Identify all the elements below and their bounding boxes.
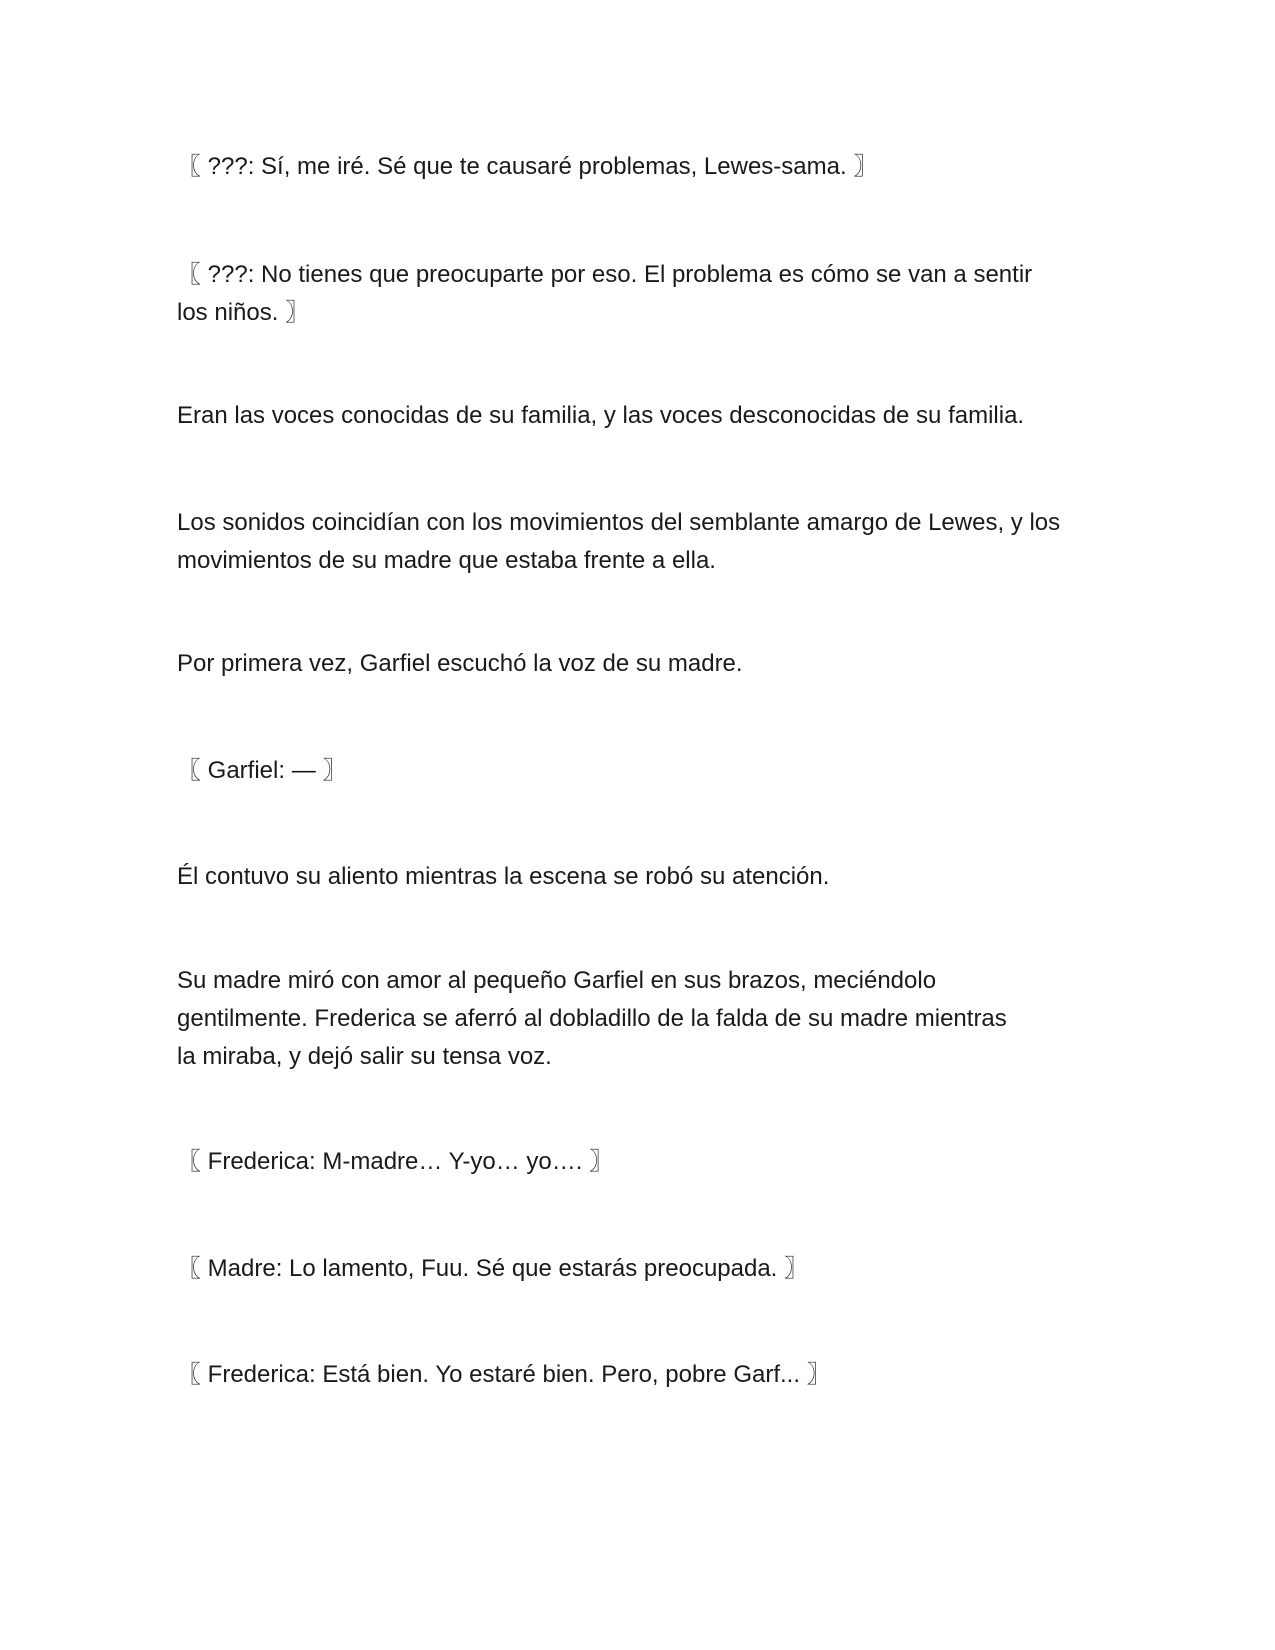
dialogue-line: 〖 Madre: Lo lamento, Fuu. Sé que estarás preocupada. 〗 <box>177 1255 809 1282</box>
dialogue-line: 〖 ???: Sí, me iré. Sé que te causaré problemas, Lewes-sama. 〗 <box>177 153 878 180</box>
dialogue-line: 〖 Frederica: M-madre… Y-yo… yo…. 〗 <box>177 1148 614 1175</box>
narration-paragraph: Los sonidos coincidían con los movimientos del semblante amargo de Lewes, y los movimientos de su madre que estaba frente a ella. <box>177 509 1061 574</box>
narration-paragraph: Él contuvo su aliento mientras la escena se robó su atención. <box>177 863 830 890</box>
dialogue-line: 〖 ???: No tienes que preocuparte por eso. El problema es cómo se van a sentir los niños. 〗 <box>177 261 1033 326</box>
dialogue-line: 〖 Garfiel: — 〗 <box>177 757 347 784</box>
narration-paragraph: Eran las voces conocidas de su familia, y las voces desconocidas de su familia. <box>177 402 1025 429</box>
narration-paragraph: Por primera vez, Garfiel escuchó la voz de su madre. <box>177 650 743 677</box>
dialogue-line: 〖 Frederica: Está bien. Yo estaré bien. Pero, pobre Garf... 〗 <box>177 1361 831 1388</box>
narration-paragraph: Su madre miró con amor al pequeño Garfiel en sus brazos, meciéndolo gentilmente. Frederica se aferró al dobladillo de la falda de su madre mientras la miraba, y dejó salir su tensa voz. <box>177 967 1007 1070</box>
